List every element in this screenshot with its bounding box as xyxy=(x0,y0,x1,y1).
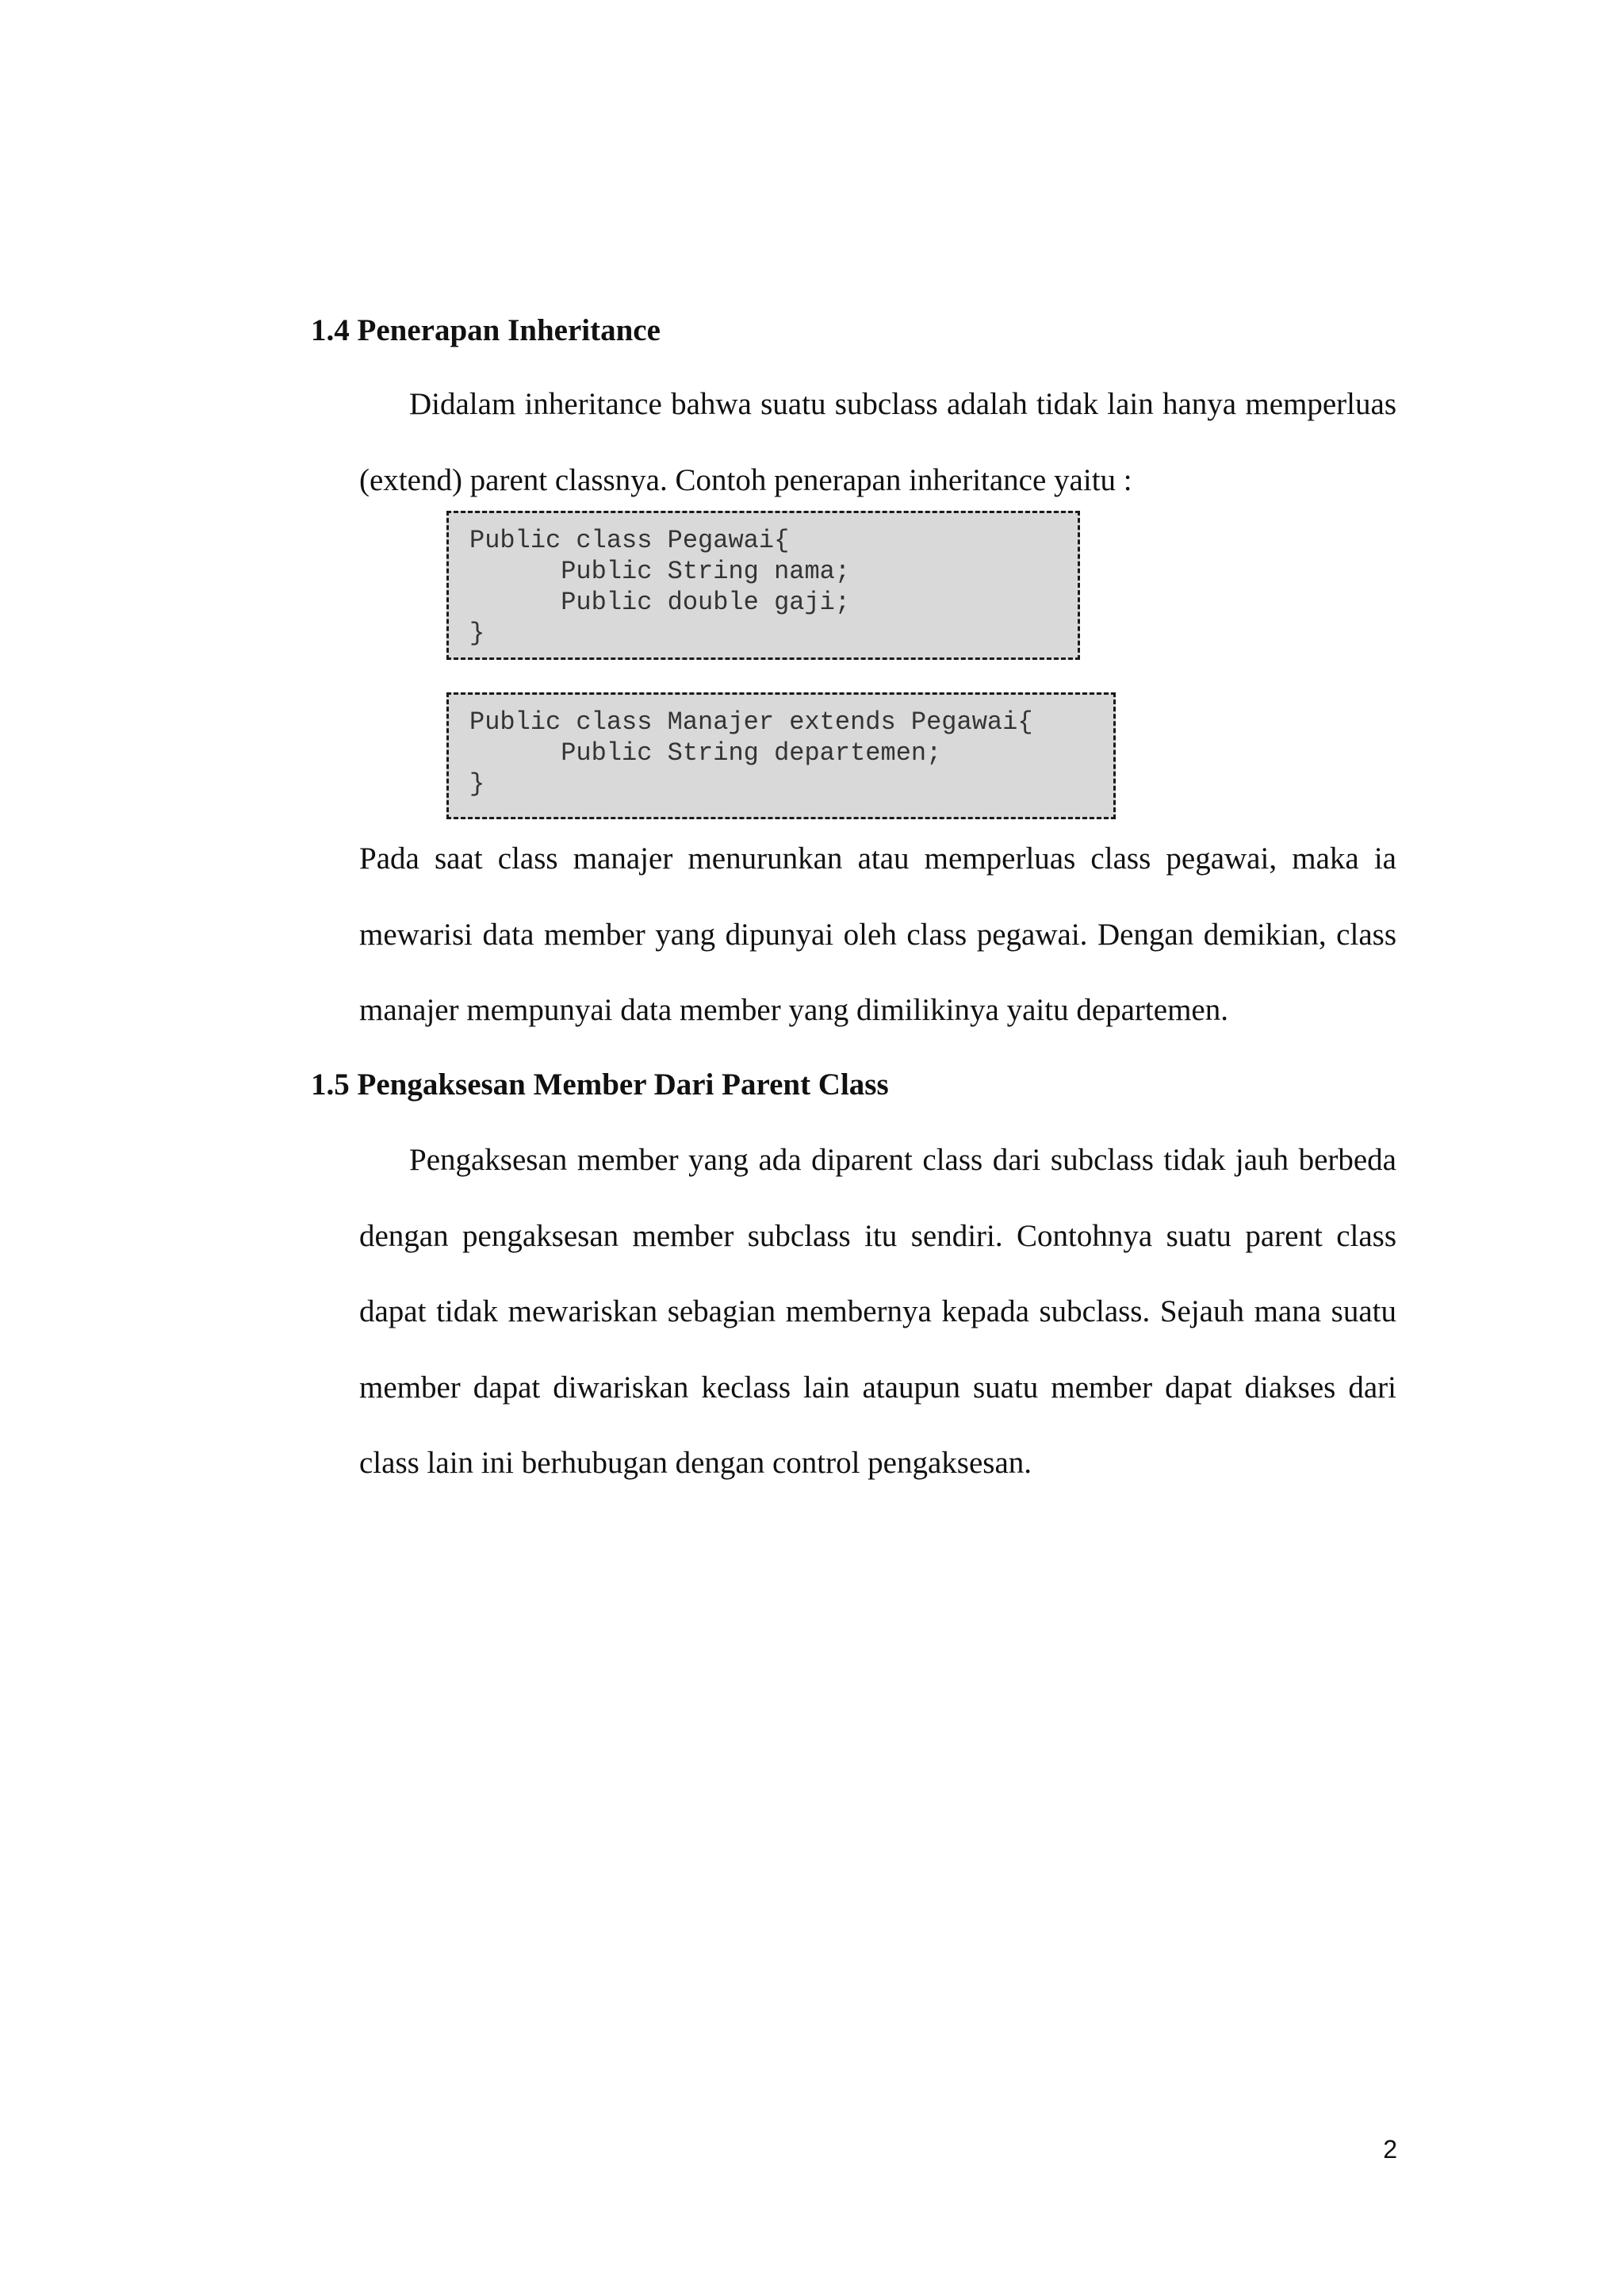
code-line: Public double gaji; xyxy=(469,588,851,617)
paragraph-inheritance-intro: Didalam inheritance bahwa suatu subclass adalah tidak lain hanya memperluas (extend) parent classnya. Contoh penerapan inheritance yaitu : xyxy=(359,387,1396,497)
code-line: Public class Pegawai{ xyxy=(469,526,790,555)
paragraph-after-code: Pada saat class manajer menurunkan atau memperluas class pegawai, maka ia mewarisi data member yang dipunyai oleh class pegawai. Dengan demikian, class manajer mempunyai data member yang dimilikinya yaitu departemen. xyxy=(359,841,1396,1027)
code-line: } xyxy=(469,769,485,799)
code-block-manajer xyxy=(446,692,1116,819)
code-line: Public class Manajer extends Pegawai{ xyxy=(469,707,1033,737)
code-block-pegawai xyxy=(446,511,1080,660)
page-number: 2 xyxy=(1383,2135,1397,2164)
code-line: Public String departemen; xyxy=(469,738,942,768)
code-line: Public String nama; xyxy=(469,557,851,586)
section-heading-1-4: 1.4 Penerapan Inheritance xyxy=(311,313,661,347)
section-heading-1-5: 1.5 Pengaksesan Member Dari Parent Class xyxy=(311,1068,889,1102)
paragraph-member-access: Pengaksesan member yang ada diparent class dari subclass tidak jauh berbeda dengan pengaksesan member subclass itu sendiri. Contohnya suatu parent class dapat tidak mewariskan sebagian membernya kepada subclass. Sejauh mana suatu member dapat diwariskan keclass lain ataupun suatu member dapat diakses dari class lain ini berhubugan dengan control pengaksesan. xyxy=(359,1143,1396,1480)
code-line: } xyxy=(469,619,485,648)
